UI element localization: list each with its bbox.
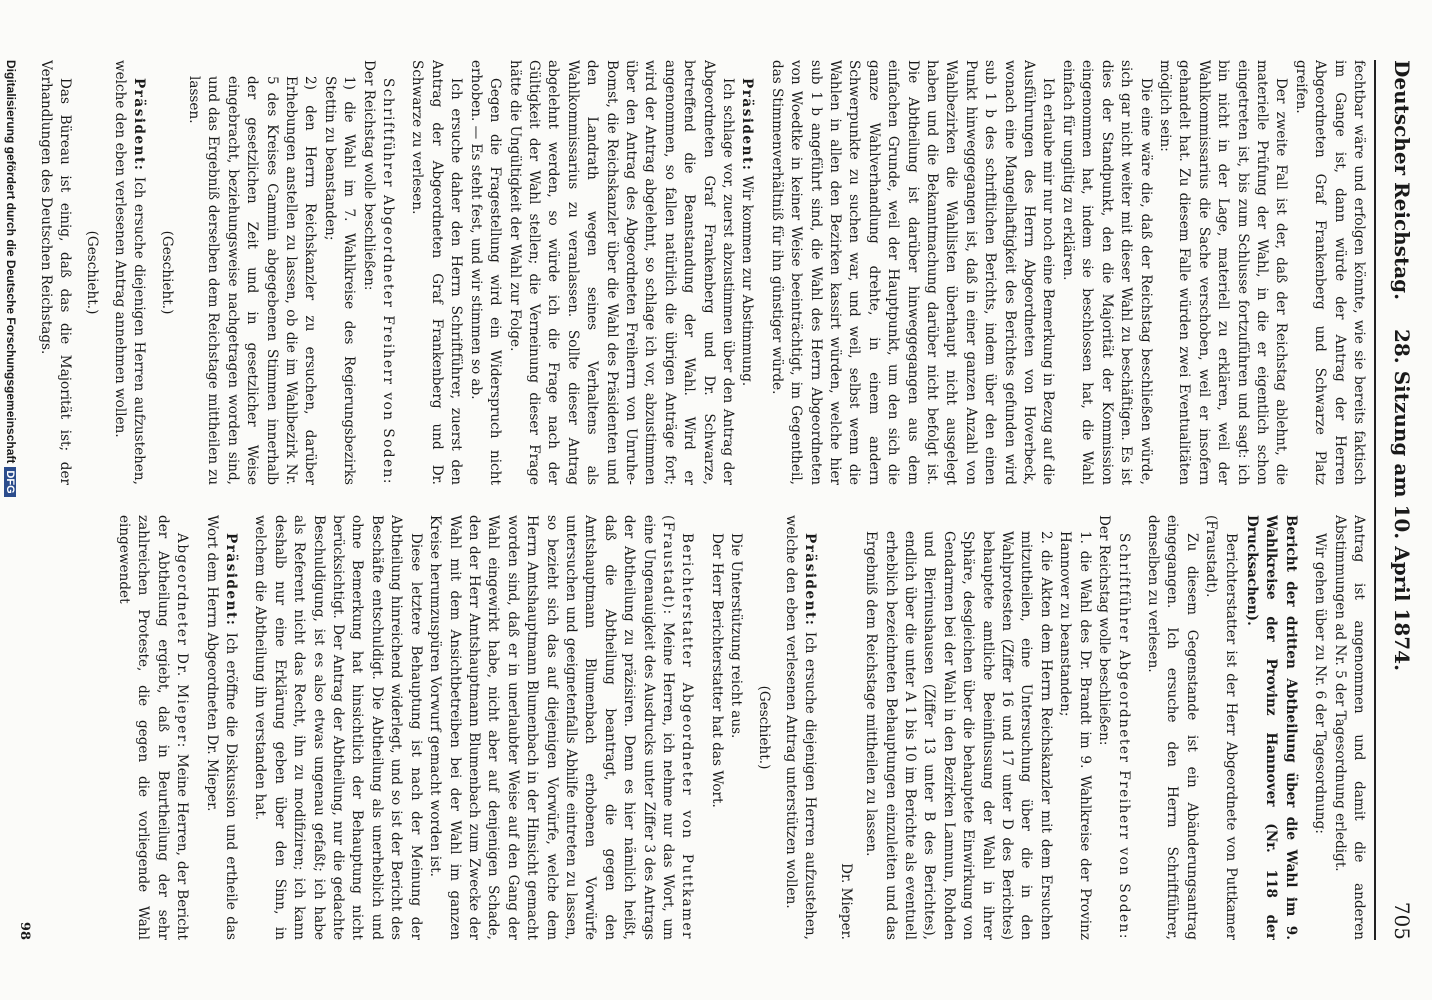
speaker-label: Präsident: bbox=[223, 533, 240, 627]
sheet-number: 98 bbox=[17, 921, 32, 940]
paragraph: Diese letztere Behauptung ist nach der Meinung der Abtheilung hinreichend widerlegt, und so ist der Bericht des Beschäfte entschuldigt. Die Abtheilung als unerheblich und ohne Bemerkung hat hinsichtlich der Behauptung nicht berücksichtigt. Der Antrag der Abtheilung, nur die gedachte Beschuldigung, ist es also etwas ungenau gefaßt; ich habe als Referent nicht das Recht, ihn zu modifiziren; ich kann deshalb nur eine Erklärung geben über den Sinn, in welchem die Abtheilung ihn verstanden hat. bbox=[252, 515, 424, 940]
paragraph: Der Herr Berichterstatter hat das Wort. bbox=[708, 533, 725, 808]
speech-text: Ich ersuche diejenigen Herren aufzustehen, welche den eben verlesenen Antrag unterstützen wollen. bbox=[783, 515, 819, 940]
speaker-label: Berichterstatter Abgeordneter von Puttkamer (Fraustadt): bbox=[660, 515, 696, 940]
motion-item: 2) den Herrn Reichskanzler zu ersuchen, darüber Erhebungen anstellen zu lassen, ob die im Wahlbezirk Nr. 5 des Kreises Cammin abgegebenen Stimmen innerhalb der gesetzlichen Zeit und in gesetzlicher Weise eingebracht, beziehungsweise nachgetragen worden sind, und das Ergebniß derselben dem Reichstage mittheilen zu lassen. bbox=[186, 76, 319, 485]
speech-president bbox=[201, 515, 240, 940]
paragraph: Das Büreau ist einig, daß das die Majorität ist; der Verhandlungen des Deutschen Reichstags. bbox=[37, 60, 73, 485]
speech-mieper bbox=[114, 515, 192, 940]
paragraph: fechtbar wäre und erfolgen könnte, wie sie bereits faktisch im Gange ist, dann würde der Antrag der Herren Abgeordneten Graf Frankenberg und Schwarze Platz greifen. bbox=[1292, 60, 1367, 485]
header-session: 28. Sitzung am 10. April 1874. bbox=[1390, 328, 1414, 672]
speaker-label: Schriftführer Abgeordneter Freiherr von Soden: bbox=[1115, 533, 1132, 940]
motion-item: 2. die Akten dem Herrn Reichskanzler mit dem Ersuchen mitzutheilen, eine Untersuchung über die in den Wahlprotesten (Ziffer 16 und 17 unter D des Berichtes) behauptete amtliche Beeinflussung der Wahl in ihrer Sphäre, desgleichen über die behauptete Einwirkung von Gendarmen bei der Wahl in den Bezirken Lamnun, Rohden und Bierinushausen (Ziffer 13 unter B des Berichtes), endlich über die unter A 1 bis 10 im Berichte als eventuell erheblich bezeichneten Behauptungen einzuleiten und das Ergebniß dem Reichstage mittheilen zu lassen. bbox=[863, 531, 1054, 940]
speaker-label: Schriftführer Abgeordneter Freiherr von Soden: bbox=[380, 78, 397, 485]
report-heading: Bericht der dritten Abtheilung über die Wahl im 9. Wahlkreise der Provinz Hannover (Nr. 118 der Drucksachen). bbox=[1243, 515, 1299, 940]
motion-item: 1. die Wahl des Dr. Brandt im 9. Wahlkreise der Provinz Hannover zu beanstanden; bbox=[1057, 531, 1093, 940]
speech-president bbox=[781, 515, 820, 940]
speech-text: Der Reichstag wolle beschließen: bbox=[360, 60, 377, 291]
left-column bbox=[0, 60, 1368, 485]
right-column bbox=[18, 515, 1368, 940]
page-header bbox=[1384, 60, 1414, 940]
speech-text: Der Reichstag wolle beschließen: bbox=[1096, 515, 1113, 746]
funding-note bbox=[4, 60, 18, 497]
paragraph: Ich ersuche daher den Herrn Schriftführer, zuerst den Antrag der Abgeordneten Graf Frankenberg und Dr. Schwarze zu verlesen. bbox=[409, 60, 465, 485]
speech-president bbox=[737, 60, 756, 485]
paragraph: Ich schlage vor, zuerst abzustimmen über den Antrag der Abgeordneten Graf Frankenberg und Dr. Schwarze, betreffend die Beanstandung der Wahl. Wird er angenommen, so fallen natürlich die übrigen Anträge fort; wird der Antrag abgelehnt, so schlage ich vor, abzustimmen über den Antrag des Abgeordneten Freiherrn von Unruhe-Bomst, die Reichskanzler über die Wahl des Präsidenten und den Landrath wegen seines Verhaltens als Wahlkommissarius zu veranlassen. Sollte dieser Antrag abgelehnt werden, so würde ich die Frage nach der Gültigkeit der Wahl stellen; die Verneinung dieser Frage hätte die Ungültigkeit der Wahl zur Folge. bbox=[506, 60, 736, 485]
speech-text: Ich ersuche diejenigen Herren aufzustehen, welche den eben verlesenen Antrag annehmen wollen. bbox=[111, 60, 148, 485]
speaker-label: Präsident: bbox=[131, 78, 148, 172]
paragraph: Zu diesem Gegenstande ist ein Abänderungsantrag eingegangen. Ich ersuche den Herrn Schriftführer, denselben zu verlesen. bbox=[1144, 515, 1200, 940]
funding-text: Digitalisierung gefördert durch die Deutsche Forschungsgemeinschaft bbox=[4, 60, 18, 464]
stage-direction: (Geschieht.) bbox=[755, 685, 772, 770]
motion-item: 1) die Wahl im 7. Wahlkreise des Regierungsbezirks Stettin zu beanstanden; bbox=[321, 76, 358, 485]
speaker-label: Präsident: bbox=[739, 78, 756, 172]
speech-text: Wir kommen zur Abstimmung. bbox=[739, 175, 756, 387]
paragraph: Die Unterstützung reicht aus. bbox=[728, 533, 745, 739]
signature: Dr. Mieper. bbox=[837, 863, 854, 940]
paragraph: Wir gehen über zu Nr. 6 der Tagesordnung: bbox=[1312, 533, 1329, 834]
stage-direction: (Geschieht.) bbox=[158, 230, 175, 315]
dfg-logo: DFG bbox=[4, 467, 16, 496]
stage-direction: (Geschieht.) bbox=[84, 230, 101, 315]
speaker-label: Präsident: bbox=[802, 533, 819, 627]
speech-secretary bbox=[358, 60, 397, 485]
speech-president bbox=[109, 60, 148, 485]
paragraph: Ich erlaube mir nur noch eine Bemerkung in Bezug auf die Ausführungen des Herrn Abgeordneten von Hoverbeck, wonach eine Mangelhaftigkeit des Berichtes gefunden wird sub 1 b des schriftlichen Berichts, indem über den einen Punkt hinweggegangen ist, daß in einer ganzen Anzahl von Wahlbezirken die Wahllisten überhaupt nicht ausgelegt haben und die Bekanntmachung darüber nicht befolgt ist. Die Abtheilung ist darüber hinweggegangen aus dem einfachen Grunde, weil der Hauptpunkt, um den sich die ganze Wahlverhandlung drehte, in einem andern Schwerpunkte zu suchen war, und weil, selbst wenn die Wahlen in allen den Bezirken kassirt würden, welche hier sub 1 b angeführt sind, die Wahl des Herrn Abgeordneten von Woedtke in keiner Weise beeinträchtigt, im Gegentheil, das Stimmenverhältniß für ihn günstiger würde. bbox=[768, 60, 1057, 485]
paragraph: Die eine wäre die, daß der Reichstag beschließen würde, sich gar nicht weiter mit dieser Wahl zu beschäftigen. Es ist dies der Standpunkt, den die Majorität der Kommission eingenommen hat, indem sie beschlossen hat, die Wahl einfach für ungiltig zu erklären. bbox=[1059, 60, 1154, 485]
paragraph: Gegen die Fragestellung wird ein Widerspruch nicht erhoben. — Es steht fest, und wir stimmen so ab. bbox=[467, 60, 504, 485]
page-number: 705 bbox=[1390, 901, 1414, 940]
paragraph: Antrag ist angenommen und damit die anderen Abstimmungen ad Nr. 5 der Tagesordnung erledigt. bbox=[1331, 515, 1367, 940]
paragraph: Berichterstatter ist der Herr Abgeordnete von Puttkamer (Fraustadt). bbox=[1203, 515, 1239, 940]
speech-text: Meine Herren, der Bericht der Abtheilung ergiebt, daß in Beurtheilung der sehr zahlreichen Proteste, die gegen die vorliegende Wahl eingewendet bbox=[116, 515, 191, 940]
speech-secretary bbox=[1094, 515, 1133, 940]
header-rule bbox=[1374, 60, 1376, 940]
speech-text: Meine Herren, ich nehme nur das Wort, um eine Ungenauigkeit des Ausdrucks unter Ziffer 3 des Antrags der Abtheilung zu präzisiren. Denn es hier nämlich heißt, daß die Abtheilung beantragt, die gegen den Amtshauptmann Blumenbach erhobenen Vorwürfe untersuchen und geeignetenfalls Abhilfe eintreten zu lassen, so bezieht sich das auf diejenigen Vorwürfe, welche dem Herrn Amtshauptmann Blumenbach in der Hinsicht gemacht worden sind, daß er in unerlaubter Weise auf den Gang der Wahl eingewirkt habe, nicht aber auf denjenigen Schade, den der Herr Amtshauptmann Blumenbach zum Zwecke der Wahl mit dem Ansichtbetreiben bei der Wahl im ganzen Kreise herumzuspüren Vorwurf gemacht worden ist. bbox=[427, 515, 676, 940]
speaker-label: Abgeordneter Dr. Mieper: bbox=[174, 533, 191, 749]
paragraph: Der zweite Fall ist der, daß der Reichstag ablehnt, die materielle Prüfung der Wahl, in die er eigentlich schon eingetreten ist, bis zum Schlusse fortzuführen und sagt: ich bin nicht in der Lage, materiell zu erklären, weil der Wahlkommissarius die Sache verschoben, weil er insofern gehandelt hat. Zu diesem Falle würden zwei Eventualitäten möglich sein: bbox=[1156, 60, 1290, 485]
speech-text: Ich eröffne die Diskussion und ertheile das Wort dem Herrn Abgeordneten Dr. Mieper. bbox=[203, 515, 240, 940]
header-title: Deutscher Reichstag. bbox=[1390, 60, 1414, 301]
speech-rapporteur bbox=[425, 515, 697, 940]
